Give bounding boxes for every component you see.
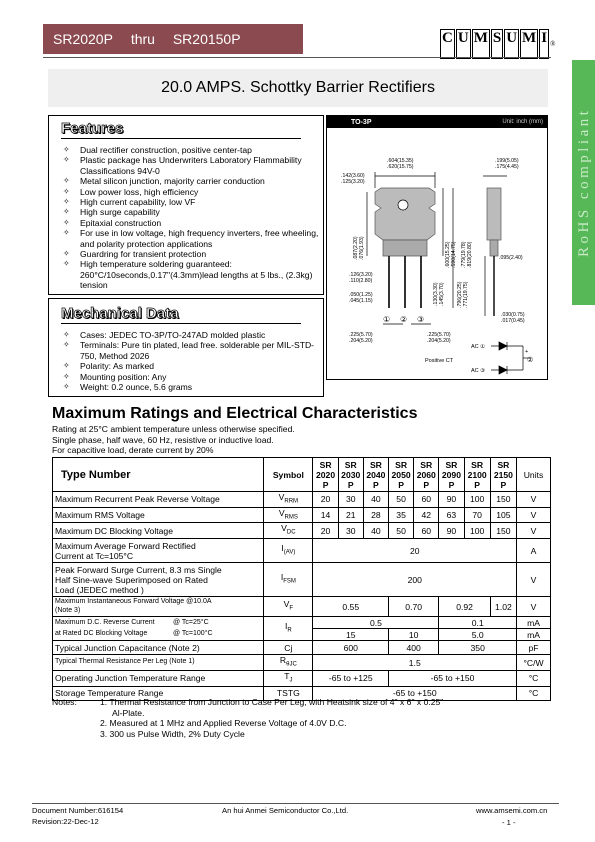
cell: -65 to +150 <box>313 686 517 700</box>
condition-line: Single phase, half wave, 60 Hz, resistive or inductive load. <box>52 434 274 445</box>
row-symbol: $V_{DC}$ <box>264 523 313 539</box>
cell: 35 <box>389 507 414 523</box>
cell: 40 <box>363 523 388 539</box>
table-row <box>53 670 551 686</box>
dim-label: .204(5.20) <box>427 338 451 344</box>
list-item: ✧ Low power loss, high efficiency <box>55 187 321 197</box>
row-symbol: Cj <box>264 641 313 655</box>
row-label: Maximum Instantaneous Forward Voltage @10.0A (Note 3) <box>53 597 264 617</box>
cell: 600 <box>313 641 389 655</box>
cell: 42 <box>414 507 439 523</box>
mechanical-rule <box>61 323 301 324</box>
list-item: ✧ Plastic package has Underwriters Laboratory Flammability Classifications 94V-0 <box>55 155 321 176</box>
header-symbol: Symbol <box>264 458 313 492</box>
dim-label: .225(5.70) <box>427 332 451 338</box>
cell: 105 <box>490 507 516 523</box>
page-number: - 1 - <box>502 818 516 827</box>
header-part-col: SR 2100 P <box>464 458 490 492</box>
ac1-label: AC ① <box>471 344 486 350</box>
cell: 60 <box>414 492 439 508</box>
cell: 1.02 <box>490 597 516 617</box>
row-unit: A <box>517 539 551 563</box>
dim-label: .771(19.75) <box>463 281 469 308</box>
cell: 20 <box>313 523 338 539</box>
row-symbol: $I_{FSM}$ <box>264 563 313 597</box>
list-item: ✧ High current capability, low VF <box>55 197 321 207</box>
cell: 350 <box>439 641 517 655</box>
dim-label: .204(5.20) <box>349 338 373 344</box>
row-label: Peak Forward Surge Current, 8.3 ms Single Half Sine-wave Superimposed on Rated Load (JEDEC method ) <box>53 563 264 597</box>
row-unit: °C <box>517 686 551 700</box>
note-2: 2. Measured at 1 MHz and Applied Reverse Voltage of 4.0V D.C. <box>100 718 347 728</box>
cell: 10 <box>389 629 439 641</box>
cell: 0.70 <box>389 597 439 617</box>
header-part-col: SR 2150 P <box>490 458 516 492</box>
dim-label: .819(20.80) <box>467 241 473 268</box>
dim-label: .145(3.70) <box>439 282 445 306</box>
pin-2-marker: ② <box>400 315 408 324</box>
header-part-col: SR 2090 P <box>439 458 464 492</box>
cell: 30 <box>338 523 363 539</box>
row-unit: pF <box>517 641 551 655</box>
row-label: Maximum RMS Voltage <box>53 507 264 523</box>
cell: 400 <box>389 641 439 655</box>
cell: 70 <box>464 507 490 523</box>
header-units: Units <box>517 458 551 492</box>
row-symbol: $V_{RMS}$ <box>264 507 313 523</box>
list-item: ✧ For use in low voltage, high frequency inverters, free wheeling, and polarity protection applications <box>55 228 321 249</box>
logo-letter: C <box>440 29 455 59</box>
header-part-col: SR 2030 P <box>338 458 363 492</box>
row-label: Typical Junction Capacitance (Note 2) <box>53 641 264 655</box>
table-row <box>53 507 551 523</box>
dim-label: .130(3.30) <box>433 282 439 306</box>
row-symbol: $T_J$ <box>264 670 313 686</box>
logo-letter: U <box>456 29 471 59</box>
dim-label: .017(0.45) <box>501 318 525 324</box>
part-to: SR20150P <box>172 31 241 47</box>
list-item: ✧ High temperature soldering guaranteed: 260°C/10seconds,0.17"(4.3mm)lead lengths at 5 lbs., (2.3kg) tension <box>55 259 321 290</box>
part-from: SR2020P <box>53 31 113 47</box>
header-part-col: SR 2060 P <box>414 458 439 492</box>
dim-label: .604(15.35) <box>387 158 414 164</box>
cell: 100 <box>464 523 490 539</box>
row-symbol: $I_{(AV)}$ <box>264 539 313 563</box>
thru-text: thru <box>130 31 155 47</box>
document-number: Document Number:616154 <box>32 806 124 815</box>
note-1: 1. Thermal Resistance from Junction to Case Per Leg, with Heatsink size of 4" x 6" x 0.25" <box>100 697 444 707</box>
cell: 20 <box>313 539 517 563</box>
logo-letter: S <box>491 29 503 59</box>
row-symbol: $V_F$ <box>264 597 313 617</box>
cell: 40 <box>363 492 388 508</box>
company-logo <box>440 29 555 59</box>
list-item: ✧ Cases: JEDEC TO-3P/TO-247AD molded plastic <box>55 330 321 340</box>
dim-label: .796(20.25) <box>457 281 463 308</box>
row-label: Storage Temperature Range <box>53 686 264 700</box>
row-unit: °C/W <box>517 655 551 671</box>
row-label: Maximum D.C. Reverse Current @ Tc=25°C at Rated DC Blocking Voltage @ Tc=100°C <box>53 617 264 641</box>
row-unit: °C <box>517 670 551 686</box>
header-part-col: SR 2040 P <box>363 458 388 492</box>
table-row <box>53 563 551 597</box>
features-heading: Features <box>61 120 124 137</box>
list-item: ✧ Mounting position: Any <box>55 372 321 382</box>
positive-ct-label: Positive CT <box>425 358 454 364</box>
cell: 14 <box>313 507 338 523</box>
cell: 50 <box>389 523 414 539</box>
list-item: ✧ Weight: 0.2 ounce, 5.6 grams <box>55 382 321 392</box>
notes-label: Notes: <box>52 697 77 707</box>
table-row <box>53 641 551 655</box>
dim-label: .087(2.20) <box>353 236 359 260</box>
website-link[interactable]: www.amsemi.com.cn <box>476 806 548 815</box>
row-label: Maximum DC Blocking Voltage <box>53 523 264 539</box>
package-drawing <box>327 128 547 379</box>
cell: 90 <box>439 492 464 508</box>
mechanical-heading: Mechanical Data <box>61 305 179 322</box>
cell: -65 to +150 <box>389 670 517 686</box>
dim-label: .095(2.40) <box>499 255 523 261</box>
row-label: Typical Thermal Resistance Per Leg (Note 1) <box>53 655 264 671</box>
revision-date: Revision:22-Dec-12 <box>32 817 99 826</box>
dim-label: .620(15.75) <box>387 164 414 170</box>
table-row <box>53 539 551 563</box>
row-unit: V <box>517 563 551 597</box>
logo-letter: I <box>539 29 549 59</box>
ratings-title: Maximum Ratings and Electrical Characteristics <box>52 405 418 422</box>
cell: 0.92 <box>439 597 490 617</box>
list-item: ✧ Epitaxial construction <box>55 218 321 228</box>
cell: 0.5 <box>313 617 439 629</box>
list-item: ✧ Dual rectifier construction, positive center-tap <box>55 145 321 155</box>
row-label: Maximum Average Forward Rectified Current at Tc=105°C <box>53 539 264 563</box>
cell: 100 <box>464 492 490 508</box>
cell: 28 <box>363 507 388 523</box>
package-header <box>327 116 547 128</box>
features-rule <box>61 138 301 139</box>
logo-letter: U <box>504 29 519 59</box>
table-header-row <box>53 458 551 492</box>
part-range-banner <box>43 24 303 54</box>
table-row <box>53 655 551 671</box>
registered-mark: ® <box>550 40 556 48</box>
dim-label: .225(5.70) <box>349 332 373 338</box>
cell: 60 <box>414 523 439 539</box>
row-unit: V <box>517 507 551 523</box>
cell: 0.1 <box>439 617 517 629</box>
row-label: Operating Junction Temperature Range <box>53 670 264 686</box>
header-type-number: Type Number <box>53 458 264 492</box>
dim-label: .600(15.25) <box>445 241 451 268</box>
pin-1-marker: ① <box>383 315 391 324</box>
ac3-label: AC ③ <box>471 368 486 374</box>
dim-label: .126(3.20) <box>349 272 373 278</box>
cell: 50 <box>389 492 414 508</box>
cell: 150 <box>490 492 516 508</box>
logo-letter: M <box>520 29 538 59</box>
plus-label: + <box>525 349 529 355</box>
dim-label: .110(2.80) <box>349 278 373 284</box>
condition-line: For capacitive load, derate current by 20% <box>52 445 214 456</box>
footer-divider <box>32 803 559 804</box>
dim-label: .125(3.20) <box>341 179 365 185</box>
cell: 5.0 <box>439 629 517 641</box>
cell: 63 <box>439 507 464 523</box>
package-outline-box <box>326 115 548 380</box>
cell: 200 <box>313 563 517 597</box>
row-label: Maximum Recurrent Peak Reverse Voltage <box>53 492 264 508</box>
list-item: ✧ High surge capability <box>55 207 321 217</box>
cell: -65 to +125 <box>313 670 389 686</box>
pin-2-schematic: ② <box>527 356 534 364</box>
pin-3-marker: ③ <box>417 315 425 324</box>
row-symbol: TSTG <box>264 686 313 700</box>
dim-label: .050(1.25) <box>349 292 373 298</box>
header-part-col: SR 2020 P <box>313 458 338 492</box>
row-unit: V <box>517 492 551 508</box>
company-name: An hui Anmei Semiconductor Co.,Ltd. <box>222 806 349 815</box>
notes-block <box>52 697 532 741</box>
table-row <box>53 492 551 508</box>
mechanical-box <box>48 298 324 397</box>
cell: 150 <box>490 523 516 539</box>
dim-label: .076(1.93) <box>359 236 365 260</box>
row-symbol: $R_{\theta JC}$ <box>264 655 313 671</box>
header-part-col: SR 2050 P <box>389 458 414 492</box>
table-row <box>53 617 551 629</box>
list-item: ✧ Metal silicon junction, majority carrier conduction <box>55 176 321 186</box>
features-box <box>48 115 324 295</box>
ratings-table <box>52 457 551 701</box>
condition-line: Rating at 25°C ambient temperature unless otherwise specified. <box>52 424 295 434</box>
features-list <box>55 145 321 291</box>
header-divider <box>43 57 551 58</box>
row-unit: V <box>517 523 551 539</box>
dim-label: .045(1.15) <box>349 298 373 304</box>
dim-label: .779(19.78) <box>461 241 467 268</box>
list-item: ✧ Guardring for transient protection <box>55 249 321 259</box>
dim-label: .142(3.60) <box>341 173 365 179</box>
cell: 15 <box>313 629 389 641</box>
cell: 20 <box>313 492 338 508</box>
list-item: ✧ Terminals: Pure tin plated, lead free. solderable per MIL-STD-750, Method 2026 <box>55 340 321 361</box>
note-1-cont: Al-Plate. <box>112 707 145 718</box>
cell: 90 <box>439 523 464 539</box>
list-item: ✧ Polarity: As marked <box>55 361 321 371</box>
package-unit: Unit: inch (mm) <box>502 119 543 125</box>
row-unit: mA <box>517 617 551 629</box>
package-name: TO-3P <box>351 118 372 126</box>
note-3: 3. 300 us Pulse Width, 2% Duty Cycle <box>100 728 245 739</box>
row-unit: mA <box>517 629 551 641</box>
ratings-conditions <box>52 424 295 456</box>
row-symbol: $V_{RRM}$ <box>264 492 313 508</box>
mechanical-list <box>55 330 321 392</box>
table-row <box>53 597 551 617</box>
dim-label: .175(4.45) <box>495 164 519 170</box>
dim-label: .030(0.75) <box>501 312 525 318</box>
document-title: 20.0 AMPS. Schottky Barrier Rectifiers <box>48 69 548 107</box>
row-symbol: $I_R$ <box>264 617 313 641</box>
row-unit: V <box>517 597 551 617</box>
dim-label: .199(5.05) <box>495 158 519 164</box>
cell: 0.55 <box>313 597 389 617</box>
rohs-badge: RoHS compliant <box>572 60 595 305</box>
cell: 1.5 <box>313 655 517 671</box>
cell: 21 <box>338 507 363 523</box>
cell: 30 <box>338 492 363 508</box>
dim-label: .590(14.75) <box>451 241 457 268</box>
table-row <box>53 523 551 539</box>
logo-letter: M <box>472 29 490 59</box>
